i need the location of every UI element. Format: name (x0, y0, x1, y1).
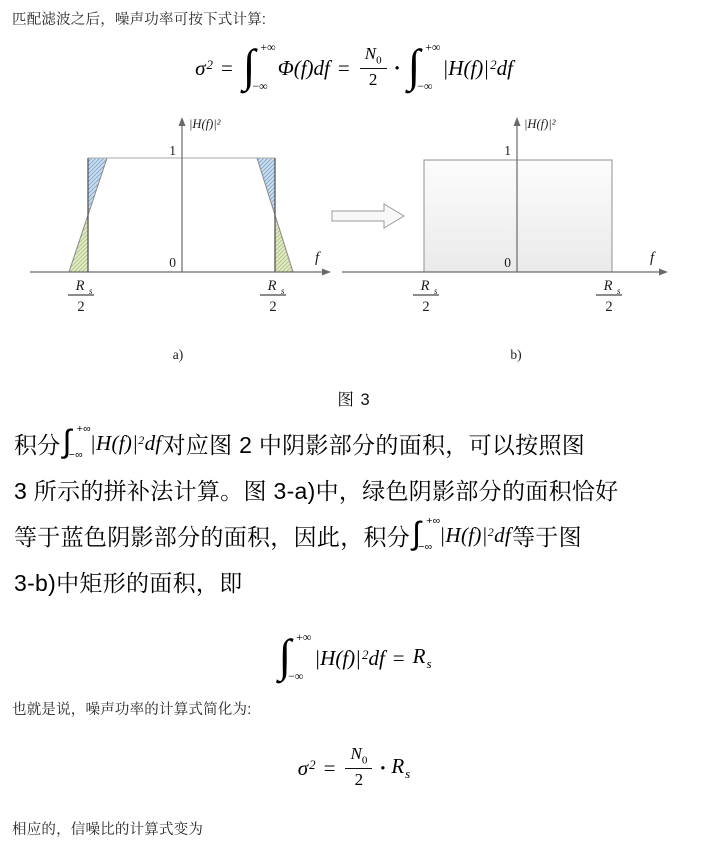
rs-term: $R_s$ (412, 643, 432, 672)
n0-over-2-fraction: $\frac{N_0}{2}$ (360, 44, 387, 90)
freq-label-right (596, 278, 622, 315)
cdot: · (379, 755, 387, 780)
transform-arrow-icon (332, 204, 404, 228)
equals-sign: = (220, 55, 233, 80)
x-axis-arrow-icon (659, 269, 668, 276)
integral-sign: ∫ +∞ −∞ (278, 630, 312, 683)
paragraph-line: 3 所示的拼补法计算。图 3-a)中，绿色阴影部分的面积恰好 (14, 477, 619, 504)
noise-power-integral-formula (0, 36, 708, 100)
freq-label-left (413, 278, 439, 315)
h-squared-term: $|H(f)|^2df$ (442, 55, 513, 80)
integral-equals-rs-formula (0, 628, 708, 688)
intro-text: 匹配滤波之后，噪声功率可按下式计算: (12, 12, 267, 28)
y-axis-label: |H(f)|² (189, 117, 221, 131)
svg-text:R: R (75, 278, 85, 294)
svg-text:s: s (617, 286, 621, 296)
svg-text:2: 2 (422, 299, 430, 315)
svg-text:2: 2 (77, 299, 85, 315)
y-axis-arrow-icon (179, 117, 186, 126)
svg-text:s: s (89, 286, 93, 296)
paragraph-line: 积分 ∫ +∞ −∞ $|H(f)|^2df$ 对应图 2 中阴影部分的面积，可以按照图 (14, 422, 586, 461)
paragraph-line: 等于蓝色阴影部分的面积，因此，积分 ∫ +∞ −∞ $|H(f)|^2df$ 等于图 (14, 514, 582, 553)
figure-3-diagrams (0, 110, 708, 372)
inline-h-squared: $|H(f)|^2df$ (89, 430, 162, 455)
subfigure-a-label: a) (172, 347, 184, 362)
inline-integral: ∫ +∞ −∞ (412, 514, 441, 553)
outro-text: 相应的，信噪比的计算式变为 (12, 822, 204, 838)
h-squared-term: $|H(f)|^2df$ (314, 645, 385, 670)
simplified-noise-power-formula (0, 740, 708, 796)
svg-text:s: s (281, 286, 285, 296)
svg-text:R: R (603, 278, 613, 294)
n0-over-2-fraction: $\frac{N_0}{2}$ (345, 744, 372, 790)
svg-text:R: R (420, 278, 430, 294)
y-axis-label: |H(f)|² (524, 117, 556, 131)
body-paragraph (14, 420, 704, 604)
tick-one-label: 1 (169, 143, 176, 158)
x-axis-label: f (315, 250, 320, 266)
rs-term: $R_s$ (391, 753, 411, 782)
subfigure-b-label: b) (510, 347, 522, 362)
x-axis-arrow-icon (322, 269, 331, 276)
tick-one-label: 1 (504, 143, 511, 158)
y-axis-arrow-icon (514, 117, 521, 126)
x-axis-label: f (650, 250, 655, 266)
equals-sign: = (337, 55, 350, 80)
svg-text:2: 2 (605, 299, 613, 315)
equals-sign: = (392, 645, 405, 670)
sigma-squared: $\sigma^2$ (195, 55, 213, 80)
phi-term: Φ(f)df (277, 55, 330, 80)
svg-text:s: s (434, 286, 438, 296)
tick-zero-label: 0 (504, 255, 511, 270)
integral-sign: ∫ +∞ −∞ (407, 40, 441, 93)
equivalent-rectangle (424, 160, 612, 272)
diagram-b (342, 117, 668, 362)
freq-label-right (260, 278, 286, 315)
diagram-a (30, 117, 331, 362)
tick-zero-label: 0 (169, 255, 176, 270)
sigma-squared: $\sigma^2$ (297, 755, 316, 780)
inline-h-squared: $|H(f)|^2df$ (439, 522, 511, 547)
freq-label-left (68, 278, 94, 315)
figure-caption: 图 3 (337, 391, 371, 409)
svg-text:2: 2 (269, 299, 277, 315)
cdot: · (393, 55, 401, 80)
simplify-text: 也就是说，噪声功率的计算式简化为: (12, 702, 252, 718)
inline-integral: ∫ +∞ −∞ (62, 422, 91, 461)
svg-text:R: R (267, 278, 277, 294)
equals-sign: = (323, 755, 336, 780)
paragraph-line: 3-b)中矩形的面积，即 (14, 569, 243, 596)
integral-sign: ∫ +∞ −∞ (242, 40, 276, 93)
